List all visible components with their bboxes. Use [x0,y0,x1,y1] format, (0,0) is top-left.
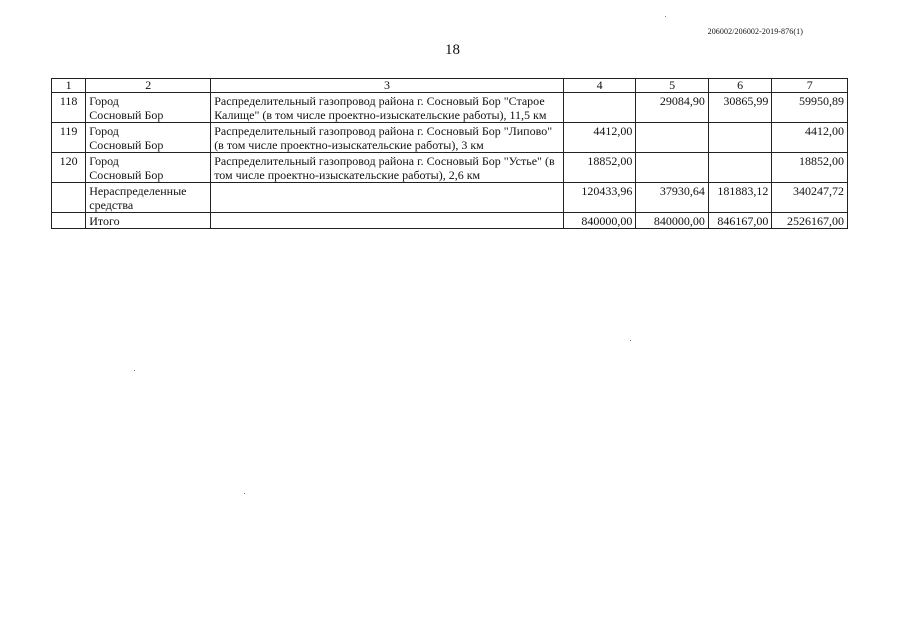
row-description [211,213,564,229]
row-number: 120 [52,153,86,183]
page-number: 18 [445,42,460,58]
scan-speck [134,370,135,371]
column-header: 1 [52,79,86,93]
row-place: Итого [86,213,211,229]
budget-table [51,78,848,229]
row-col6 [708,123,771,153]
row-description: Распределительный газопровод района г. Сосновый Бор "Старое Калище" (в том числе проектно-изыскательские работы), 11,5 км [211,93,564,123]
row-col6: 846167,00 [708,213,771,229]
row-col7: 59950,89 [772,93,848,123]
column-header: 3 [211,79,564,93]
row-col4: 4412,00 [563,123,636,153]
row-description: Распределительный газопровод района г. Сосновый Бор "Устье" (в том числе проектно-изыскательские работы), 2,6 км [211,153,564,183]
table-row-unallocated [52,183,848,213]
document-code: 206002/206002-2019-876(1) [707,27,803,36]
row-place: Город Сосновый Бор [86,123,211,153]
row-place: Город Сосновый Бор [86,153,211,183]
row-number [52,183,86,213]
column-header: 5 [636,79,709,93]
row-col4: 18852,00 [563,153,636,183]
column-header: 6 [708,79,771,93]
row-place: Нераспределенные средства [86,183,211,213]
row-col6 [708,153,771,183]
table-row [52,153,848,183]
row-col7: 18852,00 [772,153,848,183]
scan-speck [244,493,245,494]
row-description: Распределительный газопровод района г. Сосновый Бор "Липово" (в том числе проектно-изыскательские работы), 3 км [211,123,564,153]
row-col6: 181883,12 [708,183,771,213]
row-col5 [636,123,709,153]
row-number [52,213,86,229]
row-col4 [563,93,636,123]
row-col7: 2526167,00 [772,213,848,229]
row-description [211,183,564,213]
scan-speck [630,340,631,341]
table-row-total [52,213,848,229]
column-header: 7 [772,79,848,93]
row-col5 [636,153,709,183]
column-header: 4 [563,79,636,93]
column-header: 2 [86,79,211,93]
table-row [52,93,848,123]
row-col5: 840000,00 [636,213,709,229]
row-col5: 37930,64 [636,183,709,213]
row-col5: 29084,90 [636,93,709,123]
row-place: Город Сосновый Бор [86,93,211,123]
row-col4: 840000,00 [563,213,636,229]
row-col7: 4412,00 [772,123,848,153]
row-col7: 340247,72 [772,183,848,213]
row-col4: 120433,96 [563,183,636,213]
row-number: 119 [52,123,86,153]
table-row [52,123,848,153]
row-col6: 30865,99 [708,93,771,123]
table-header-row [52,79,848,93]
scan-speck [665,16,666,17]
row-number: 118 [52,93,86,123]
